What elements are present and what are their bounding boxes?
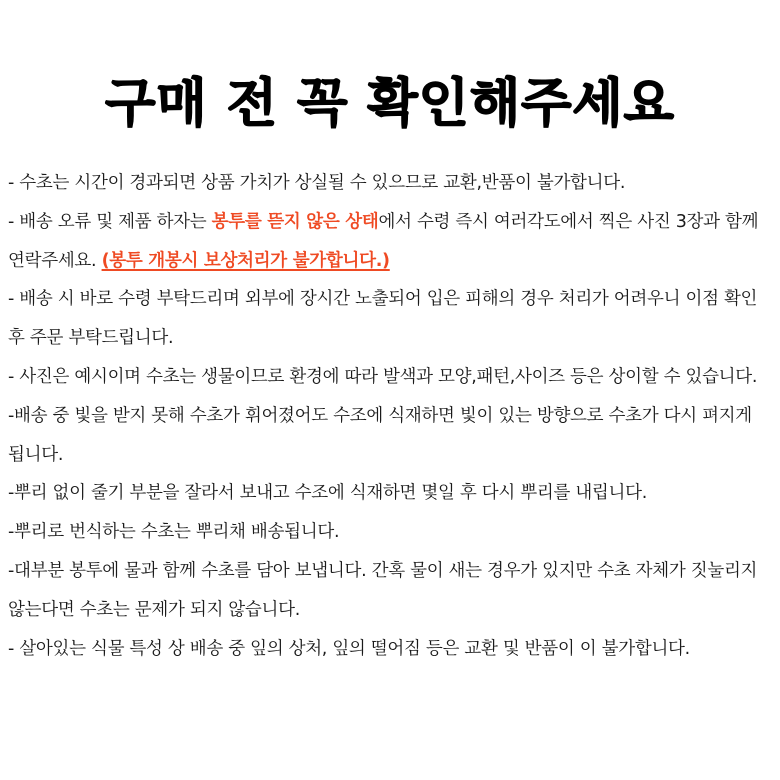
notice-shipping-error [8, 203, 776, 281]
page-title: 구매 전 꼭 확인해주세요 [105, 73, 675, 134]
notice-no-exchange: - 수초는 시간이 경과되면 상품 가치가 상실될 수 있으므로 교환,반품이 불가합니다. [8, 173, 626, 193]
notice-leaf-damage: - 살아있는 식물 특성 상 배송 중 잎의 상처, 잎의 떨어짐 등은 교환 및 반품이 이 불가합니다. [8, 638, 690, 659]
notice-shipping-error-text-2: 에서 수령 즉시 여러각도에서 찍은 사진 3장과 함께 연락주세요. [8, 211, 759, 271]
notice-light-bending: -배송 중 빛을 받지 못해 수초가 휘어졌어도 수조에 식재하면 빛이 있는 방향으로 수초가 다시 펴지게 됩니다. [8, 405, 752, 465]
notice-list [8, 164, 776, 668]
notice-rootless-cutting: -뿌리 없이 줄기 부분을 잘라서 보내고 수조에 식재하면 몇일 후 다시 뿌리를 내립니다. [8, 483, 647, 504]
opened-bag-warning: (봉투 개봉시 보상처리가 불가합니다.) [101, 250, 390, 271]
notice-water-bag: -대부분 봉투에 물과 함께 수초를 담아 보냅니다. 간혹 물이 새는 경우가 있지만 수초 자체가 짓눌리지 않는다면 수초는 문제가 되지 않습니다. [8, 560, 758, 620]
notice-photo-example: - 사진은 예시이며 수초는 생물이므로 환경에 따라 발색과 모양,패턴,사이즈 등은 상이할 수 있습니다. [8, 366, 758, 387]
unopened-bag-highlight: 봉투를 뜯지 않은 상태 [211, 211, 379, 232]
notice-root-propagation: -뿌리로 번식하는 수초는 뿌리채 배송됩니다. [8, 522, 340, 543]
notice-prompt-receipt: - 배송 시 바로 수령 부탁드리며 외부에 장시간 노출되어 입은 피해의 경우 처리가 어려우니 이점 확인 후 주문 부탁드립니다. [8, 289, 758, 349]
notice-shipping-error-text: - 배송 오류 및 제품 하자는 [8, 211, 212, 232]
